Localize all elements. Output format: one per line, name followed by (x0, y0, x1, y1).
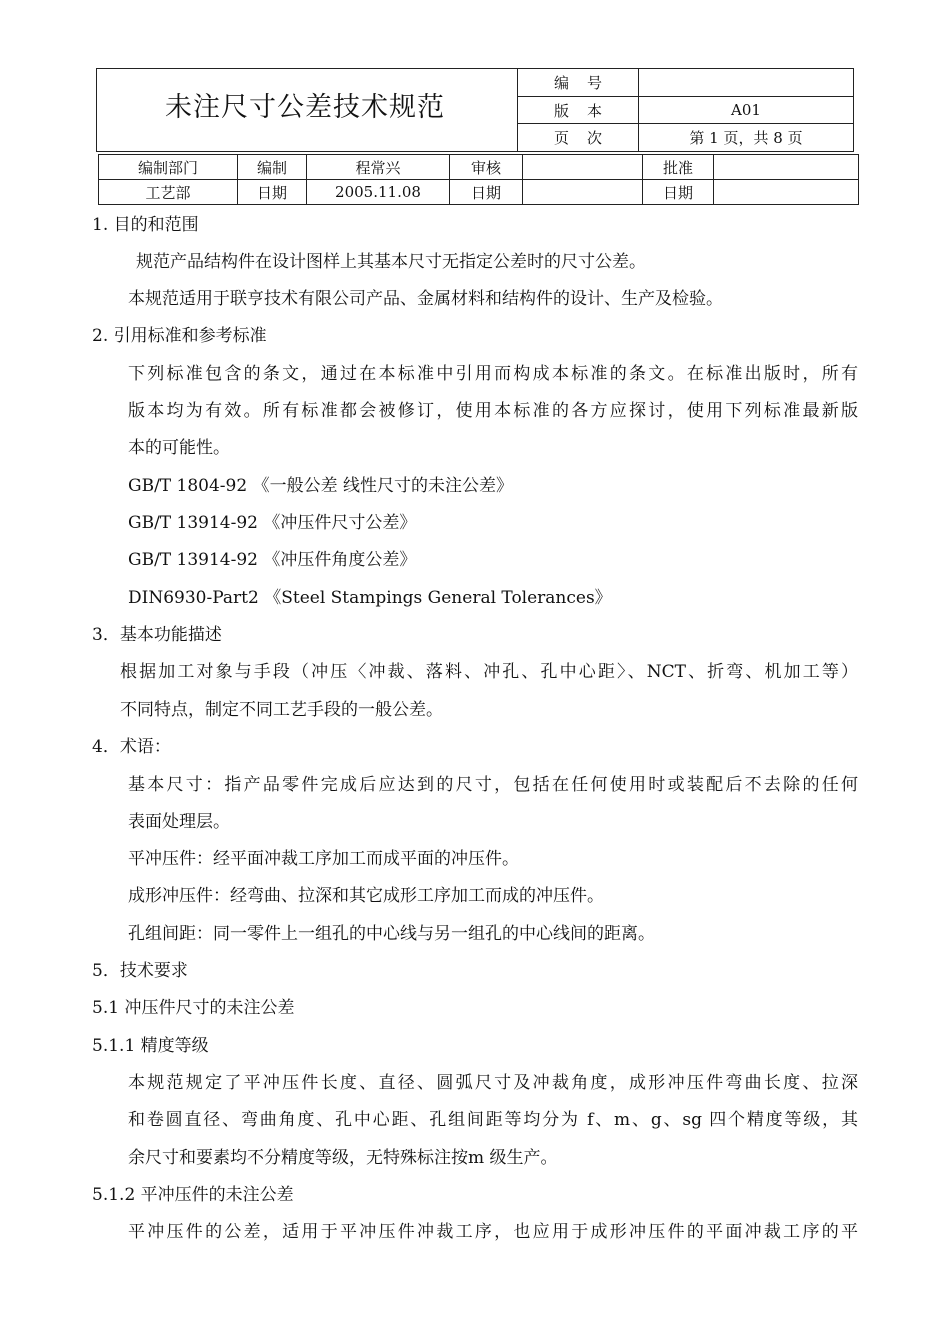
cell-author-date-label: 日期 (238, 180, 307, 205)
term-hole-group-spacing: 孔组间距：同一零件上一组孔的中心线与另一组孔的中心线间的距离。 (128, 924, 655, 944)
section-5-heading: 5．技术要求 (92, 961, 188, 981)
section-2-para-line-1: 下列标准包含的条文，通过在本标准中引用而构成本标准的条文。在标准出版时，所有 (128, 364, 858, 384)
term-basic-size-line-2: 表面处理层。 (128, 812, 230, 832)
meta-row-number (518, 69, 853, 97)
section-2-heading: 2. 引用标准和参考标准 (92, 326, 267, 346)
section-1-para-1: 规范产品结构件在设计图样上其基本尺寸无指定公差时的尺寸公差。 (136, 252, 646, 272)
cell-review-date (523, 180, 643, 205)
meta-label-number: 编号 (518, 69, 639, 96)
cell-approve-label: 批准 (643, 155, 714, 180)
cell-approve-date (714, 180, 859, 205)
section-5-1-1-line-1: 本规范规定了平冲压件长度、直径、圆弧尺寸及冲裁角度，成形冲压件弯曲长度、拉深 (128, 1073, 858, 1093)
meta-label-version: 版本 (518, 97, 639, 123)
approval-row-roles (99, 155, 859, 180)
section-3-line-2: 不同特点，制定不同工艺手段的一般公差。 (120, 700, 443, 720)
cell-approve-date-label: 日期 (643, 180, 714, 205)
document-title: 未注尺寸公差技术规范 (165, 92, 445, 123)
approval-table (98, 154, 859, 205)
document-title-cell (97, 69, 518, 151)
cell-author-date: 2005.11.08 (307, 180, 450, 205)
meta-value-page: 第 1 页，共 8 页 (689, 129, 803, 147)
section-3-line-1: 根据加工对象与手段（冲压〈冲裁、落料、冲孔、孔中心距〉、NCT、折弯、机加工等） (120, 662, 858, 682)
meta-label-page: 页次 (518, 124, 639, 151)
section-5-1-2-heading: 5.1.2 平冲压件的未注公差 (92, 1185, 294, 1205)
meta-row-page (518, 124, 853, 151)
reference-3: GB/T 13914-92 《冲压件角度公差》 (128, 550, 417, 570)
meta-value-number (639, 69, 853, 96)
section-5-1-1-heading: 5.1.1 精度等级 (92, 1036, 209, 1056)
cell-review-date-label: 日期 (450, 180, 523, 205)
section-2-para-line-2: 版本均为有效。所有标准都会被修订，使用本标准的各方应探讨，使用下列标准最新版 (128, 401, 858, 421)
cell-dept-value: 工艺部 (99, 180, 238, 205)
term-basic-size-line-1: 基本尺寸：指产品零件完成后应达到的尺寸，包括在任何使用时或装配后不去除的任何 (128, 775, 858, 795)
reference-4: DIN6930-Part2 《Steel Stampings General Tolerances》 (128, 588, 612, 608)
meta-value-version: A01 (731, 101, 761, 119)
section-4-heading: 4．术语： (92, 737, 171, 757)
section-5-1-1-line-2: 和卷圆直径、弯曲角度、孔中心距、孔组间距等均分为 f、m、g、sg 四个精度等级，其 (128, 1110, 858, 1130)
section-5-1-2-line-1: 平冲压件的公差，适用于平冲压件冲裁工序，也应用于成形冲压件的平面冲裁工序的平 (128, 1222, 858, 1242)
section-5-1-1-line-3: 余尺寸和要素均不分精度等级，无特殊标注按m 级生产。 (128, 1148, 558, 1168)
reference-1: GB/T 1804-92 《一般公差 线性尺寸的未注公差》 (128, 476, 513, 496)
cell-author-name: 程常兴 (307, 155, 450, 180)
document-header (96, 68, 854, 152)
cell-approve-name (714, 155, 859, 180)
section-3-heading: 3．基本功能描述 (92, 625, 222, 645)
section-5-1-heading: 5.1 冲压件尺寸的未注公差 (92, 998, 295, 1018)
approval-row-dates (99, 180, 859, 205)
reference-2: GB/T 13914-92 《冲压件尺寸公差》 (128, 513, 417, 533)
section-2-para-line-3: 本的可能性。 (128, 438, 230, 458)
meta-row-version (518, 97, 853, 124)
section-1-para-2: 本规范适用于联亨技术有限公司产品、金属材料和结构件的设计、生产及检验。 (128, 289, 723, 309)
cell-review-name (523, 155, 643, 180)
section-1-heading: 1. 目的和范围 (92, 215, 199, 235)
term-flat-stamping: 平冲压件：经平面冲裁工序加工而成平面的冲压件。 (128, 849, 519, 869)
cell-dept-label: 编制部门 (99, 155, 238, 180)
cell-author-label: 编制 (238, 155, 307, 180)
cell-review-label: 审核 (450, 155, 523, 180)
term-formed-stamping: 成形冲压件：经弯曲、拉深和其它成形工序加工而成的冲压件。 (128, 886, 604, 906)
